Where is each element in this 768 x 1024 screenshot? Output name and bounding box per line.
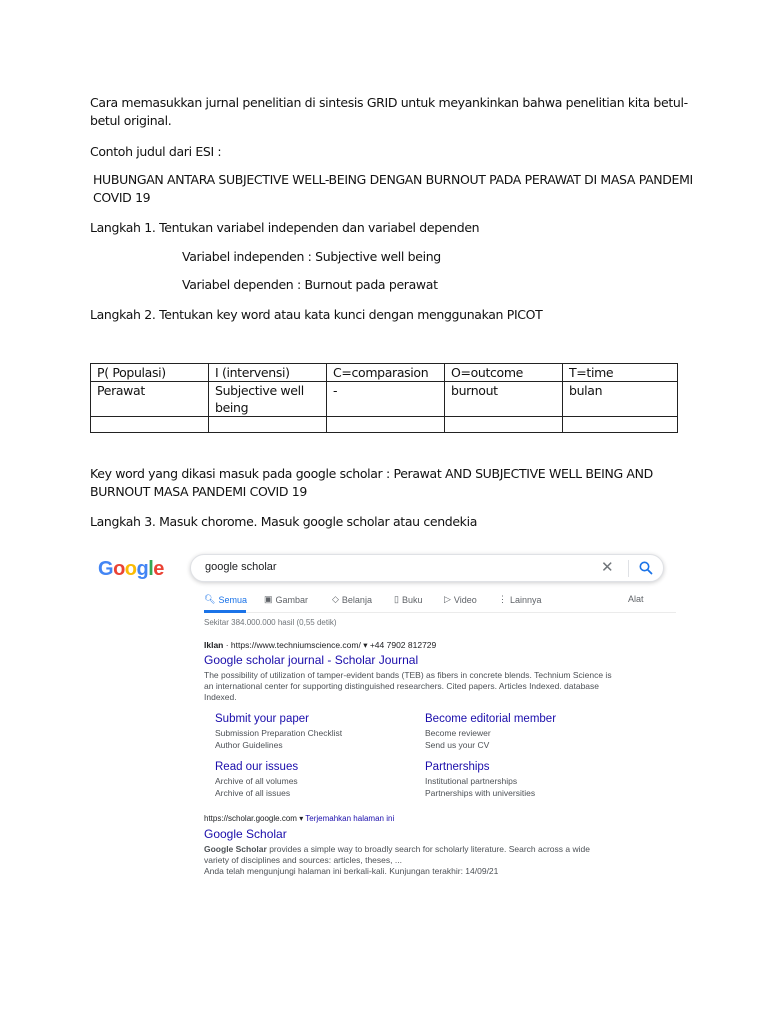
active-tab-indicator [204, 610, 246, 613]
header-cell: I (intervensi) [209, 364, 327, 382]
sitelink-title[interactable]: Read our issues [215, 761, 299, 773]
chevron-down-icon[interactable]: ▾ [299, 814, 304, 823]
tab-divider [204, 612, 676, 613]
table-header-row [91, 364, 678, 382]
tab-lainnya[interactable]: ⋮ Lainnya [498, 594, 542, 605]
step1-text: Langkah 1. Tentukan variabel independen dan variabel dependen [90, 220, 480, 235]
sitelink: Submit your paper Submission Preparation Checklist Author Guidelines [215, 713, 343, 750]
google-logo[interactable]: Google [98, 558, 164, 580]
table-cell: bulan [563, 382, 678, 417]
example-label: Contoh judul dari ESI : [90, 144, 222, 159]
ad-url[interactable]: Iklan · https://www.techniumscience.com/ ▾ +44 7902 812729 [204, 640, 437, 650]
tab-buku[interactable]: ▯ Buku [394, 594, 423, 605]
tab-video[interactable]: ▷ Video [444, 594, 477, 605]
table-cell: burnout [445, 382, 563, 417]
more-icon: ⋮ [498, 594, 507, 604]
book-icon: ▯ [394, 594, 399, 604]
visited-note: Anda telah mengunjungi halaman ini berkali-kali. Kunjungan terakhir: 14/09/21 [204, 866, 499, 876]
search-input[interactable]: google scholar [205, 561, 277, 573]
google-screenshot [88, 546, 688, 876]
sitelink-title[interactable]: Partnerships [425, 761, 490, 773]
table-cell: Subjective well being [209, 382, 327, 417]
table-cell: - [327, 382, 445, 417]
tab-semua[interactable]: 🔍︎ Semua [204, 594, 247, 605]
table-cell: Perawat [91, 382, 209, 417]
search-icon: 🔍︎ [204, 594, 216, 604]
tab-gambar[interactable]: ▣ Gambar [264, 594, 309, 605]
picot-table [90, 363, 678, 433]
video-icon: ▷ [444, 594, 451, 604]
result-stats: Sekitar 384.000.000 hasil (0,55 detik) [204, 618, 337, 627]
header-cell: P( Populasi) [91, 364, 209, 382]
step2-text: Langkah 2. Tentukan key word atau kata kunci dengan menggunakan PICOT [90, 307, 543, 322]
variable-independent: Variabel independen : Subjective well being [182, 249, 441, 264]
sitelink: Become editorial member Become reviewer Send us your CV [425, 713, 557, 750]
table-row [91, 382, 678, 417]
keyword-paragraph: Key word yang dikasi masuk pada google scholar : Perawat AND SUBJECTIVE WELL BEING AND BURNOUT MASA PANDEMI COVID 19 [90, 466, 653, 499]
clear-icon[interactable]: ✕ [601, 559, 614, 576]
search-tabs [204, 594, 676, 612]
search-icon[interactable] [638, 560, 654, 576]
result-url[interactable]: https://scholar.google.com ▾ Terjemahkan halaman ini [204, 814, 395, 823]
search-box[interactable] [190, 554, 664, 582]
ad-description: The possibility of utilization of tamper-evident bands (TEB) as fibers in concrete blends. Technium Science is an international center for supporting distinguished researchers. Cited papers. Articles Indexed. database Indexed. [204, 670, 612, 702]
image-icon: ▣ [264, 594, 273, 604]
header-cell: T=time [563, 364, 678, 382]
sitelink: Partnerships Institutional partnerships Partnerships with universities [425, 761, 536, 798]
tab-belanja[interactable]: ◇ Belanja [332, 594, 372, 605]
ad-title-link[interactable]: Google scholar journal - Scholar Journal [204, 653, 419, 667]
sitelink-title[interactable]: Become editorial member [425, 713, 557, 725]
header-cell: C=comparasion [327, 364, 445, 382]
step3-text: Langkah 3. Masuk chorome. Masuk google scholar atau cendekia [90, 514, 478, 529]
result-description: Google Scholar provides a simple way to broadly search for scholarly literature. Search across a wide variety of disciplines and sources: articles, theses, ... Anda telah mengunjungi halaman ini berkali-kali. Kunjungan terakhir: 14/09/21 [204, 844, 590, 876]
table-row [91, 417, 678, 433]
sitelink: Read our issues Archive of all volumes Archive of all issues [215, 761, 299, 798]
result-title-link[interactable]: Google Scholar [204, 827, 287, 841]
table-cell [563, 417, 678, 433]
tab-alat[interactable]: Alat [628, 594, 644, 604]
table-cell [445, 417, 563, 433]
intro-paragraph: Cara memasukkan jurnal penelitian di sintesis GRID untuk meyankinkan bahwa penelitian kita betul-betul original. [90, 95, 688, 128]
variable-dependent: Variabel dependen : Burnout pada perawat [182, 277, 438, 292]
example-title: HUBUNGAN ANTARA SUBJECTIVE WELL-BEING DENGAN BURNOUT PADA PERAWAT DI MASA PANDEMI COVID 19 [93, 172, 693, 205]
table-cell [209, 417, 327, 433]
search-divider [628, 560, 629, 577]
translate-link[interactable]: Terjemahkan halaman ini [305, 814, 395, 823]
table-cell [327, 417, 445, 433]
tag-icon: ◇ [332, 594, 339, 604]
header-cell: O=outcome [445, 364, 563, 382]
table-cell [91, 417, 209, 433]
sitelink-title[interactable]: Submit your paper [215, 713, 309, 725]
